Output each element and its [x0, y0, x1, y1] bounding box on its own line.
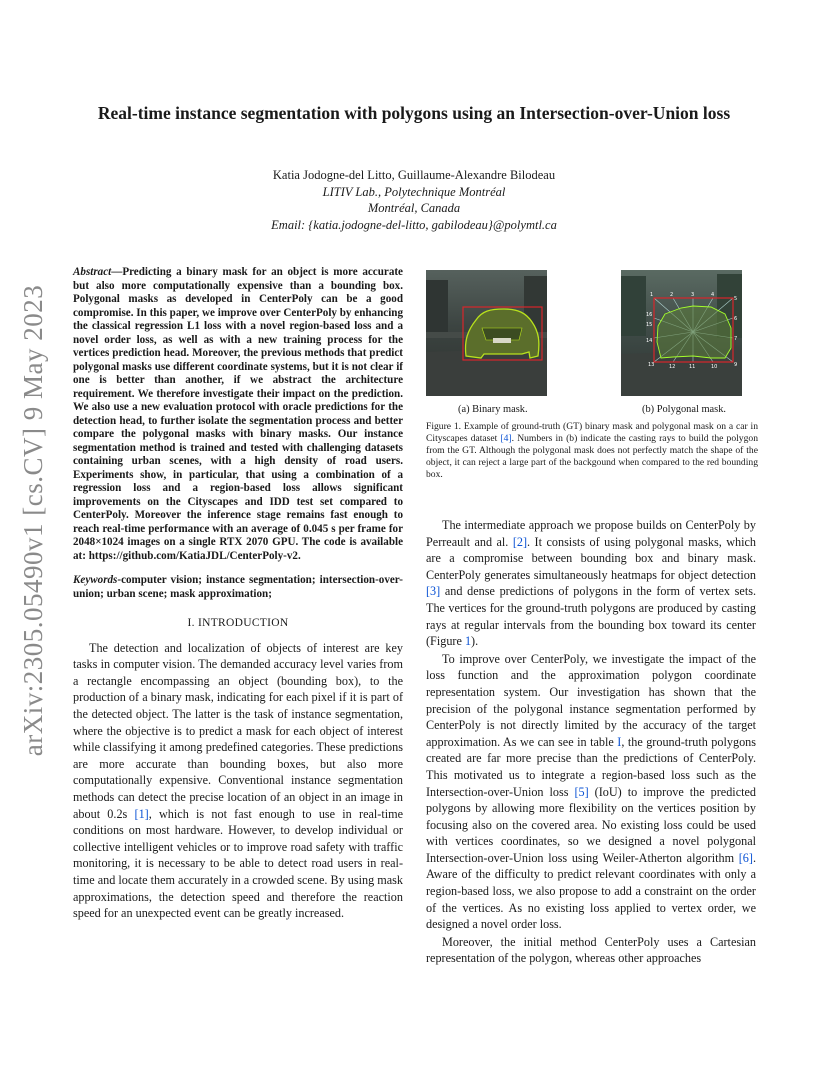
keywords-label: Keywords [73, 574, 118, 586]
ray-label-4: 4 [711, 292, 715, 298]
intro-paragraph-2 [426, 517, 756, 650]
intro-text: (IoU) to improve the predicted polygons by allowing more flexibility on the vertices position by focusing also on the covered area. No existing loss could be used with vertices coordinates, so we designed a novel polygonal Intersection-over-Union loss using Weiler-Atherton algorithm [426, 784, 756, 865]
intro-text: . Aware of the difficulty to predict relevant coordinates with only a region-based loss, we also propose to add a constraint on the order of the vertices. As no existing loss applied to vertex order, we designed a novel order loss. [426, 850, 756, 932]
abstract [73, 266, 403, 563]
ray-label-12: 12 [669, 364, 676, 370]
citation-link[interactable]: [2] [512, 534, 528, 549]
arxiv-identifier-text: arXiv:2305.05490v1 [cs.CV] 9 May 2023 [18, 284, 49, 756]
author-names: Katia Jodogne-del Litto, Guillaume-Alexandre Bilodeau [272, 168, 556, 182]
section-heading-introduction: I. INTRODUCTION [187, 617, 289, 629]
arxiv-identifier [14, 285, 54, 755]
paper-title: Real-time instance segmentation with polygons using an Intersection-over-Union loss [97, 103, 731, 123]
intro-text: . It consists of using polygonal masks, which are a compromise between bounding box and binary mask. CenterPoly generates simultaneously heatmaps for object detection [426, 534, 756, 582]
ray-label-7: 7 [734, 336, 738, 342]
ray-label-10: 10 [711, 364, 718, 370]
citation-link[interactable]: [4] [500, 433, 512, 445]
intro-text: The intermediate approach we propose builds on CenterPoly by Perreault and al. [426, 518, 756, 549]
author-block [160, 167, 668, 233]
intro-paragraph-1 [73, 640, 403, 922]
citation-link[interactable]: [6] [738, 850, 753, 865]
ray-label-9: 9 [734, 362, 738, 368]
ray-label-1: 1 [650, 292, 654, 298]
author-location: Montréal, Canada [367, 201, 461, 215]
binary-mask-image [426, 270, 547, 396]
figure-caption [426, 421, 758, 481]
ray-label-13: 13 [648, 362, 655, 368]
left-column [73, 266, 403, 922]
subfigure-caption-a: (a) Binary mask. [458, 404, 528, 415]
intro-text: , the ground-truth polygons created are far more precise than the predictions of CenterPoly. This motivated us to integrate a region-based loss such as the Intersection-over-Union loss [426, 734, 756, 799]
ray-label-5: 5 [734, 296, 738, 302]
abstract-text: —Predicting a binary mask for an object is more accurate but also more computationally expensive than a bounding box. Polygonal masks as developed in CenterPoly can be a good compromise. In this paper, we improve over CenterPoly by enhancing the classical regression L1 loss with a novel region-based loss and a novel order loss, as well as with a new training process for the vertices prediction head. Moreover, the previous methods that predict polygonal masks use different coordinate systems, but it is not clear if one is better than another, if we abstract the architecture requirement. We therefore investigate their impact on the prediction. We also use a new evaluation protocol with oracle predictions for the detection head, to further isolate the segmentation process and better compare the polygonal masks with binary masks. Our instance segmentation method is trained and tested with challenging datasets containing urban scenes, with a high density of road users. Experiments show, in particular, that using a combination of a regression loss and a region-based loss allows significant improvements on the Cityscapes and IDD test set compared to CenterPoly. Moreover the inference stage remains fast enough to reach real-time performance with an average of 0.045 s per frame for 2048×1024 images on a single RTX 2070 GPU. The code is available at: https://github.com/KatiaJDL/CenterPoly-v2. [73, 266, 403, 562]
keywords-text: -computer vision; instance segmentation; intersection-over-union; urban scene; mask approximation; [73, 574, 403, 600]
citation-link[interactable]: [5] [574, 784, 589, 799]
polygonal-mask-image [621, 270, 742, 396]
keywords [73, 574, 403, 601]
table-reference-link[interactable]: I [617, 734, 622, 749]
subfigure-caption-b: (b) Polygonal mask. [642, 404, 726, 415]
ray-label-3: 3 [691, 292, 695, 298]
author-affiliation: LITIV Lab., Polytechnique Montréal [322, 184, 506, 199]
ray-label-14: 14 [646, 338, 653, 344]
intro-text: ). [471, 634, 479, 649]
intro-text: , which is not fast enough to use in real-time conditions on most hardware. However, to develop individual or collective intelligent vehicles or to improve road safety with traffic monitoring, it is necessary to be able to detect road users in real-time and locate them accurately in a crowded scene. By using mask approximations, the detection speed and therefore the reaction speed for an unexpected event can be greatly increased. [73, 806, 403, 921]
caption-text: . Numbers in (b) indicate the casting rays to build the polygon from the GT. Although the polygonal mask does not perfectly match the shape of the object, it can reject a large part of the backgound when compared to the red bounding box. [426, 433, 758, 481]
intro-text: and dense predictions of polygons in the form of vertex sets. The vertices for the ground-truth polygons are produced by casting rays at regular intervals from the bounding box toward its center (Figure [426, 584, 756, 649]
ray-label-2: 2 [670, 292, 674, 298]
citation-link[interactable]: [1] [134, 806, 149, 821]
intro-text: To improve over CenterPoly, we investigate the impact of the loss function and the approximation polygon coordinate representation system. Our investigation has shown that the precision of the polygonal instance segmentation performed by CenterPoly is not directly limited by the accuracy of the target approximation. As we can see in table [426, 651, 756, 749]
abstract-label: Abstract [73, 266, 112, 278]
caption-text: Figure 1. Example of ground-truth (GT) binary mask and polygonal mask on a car in Cityscapes dataset [426, 421, 758, 445]
intro-paragraph-3 [426, 651, 756, 933]
ray-label-16: 16 [646, 312, 653, 318]
ray-label-11: 11 [689, 364, 696, 370]
ray-label-6: 6 [734, 316, 738, 322]
ray-label-15: 15 [646, 322, 653, 328]
author-email: Email: {katia.jodogne-del-litto, gabilodeau}@polymtl.ca [271, 217, 557, 232]
figure-reference-link[interactable]: 1 [464, 634, 472, 649]
citation-link[interactable]: [3] [426, 584, 441, 599]
intro-paragraph-4: Moreover, the initial method CenterPoly uses a Cartesian representation of the polygon, whereas other approaches [426, 934, 756, 966]
right-column [426, 517, 756, 967]
intro-text: The detection and localization of objects of interest are key tasks in computer vision. The demanded accuracy level varies from a rectangle encompassing an object (bounding box), to the production of a binary mask, indicating for each pixel if it is part of the detected object. The latter is the task of instance segmentation, where the objective is to predict a mask for each object of interest while classifying it among predefined categories. These predictions are more accurate than bounding boxes, but also more computationally expensive. Conventional instance segmentation methods can detect the precise location of an object in an image in about 0.2s [73, 640, 403, 821]
